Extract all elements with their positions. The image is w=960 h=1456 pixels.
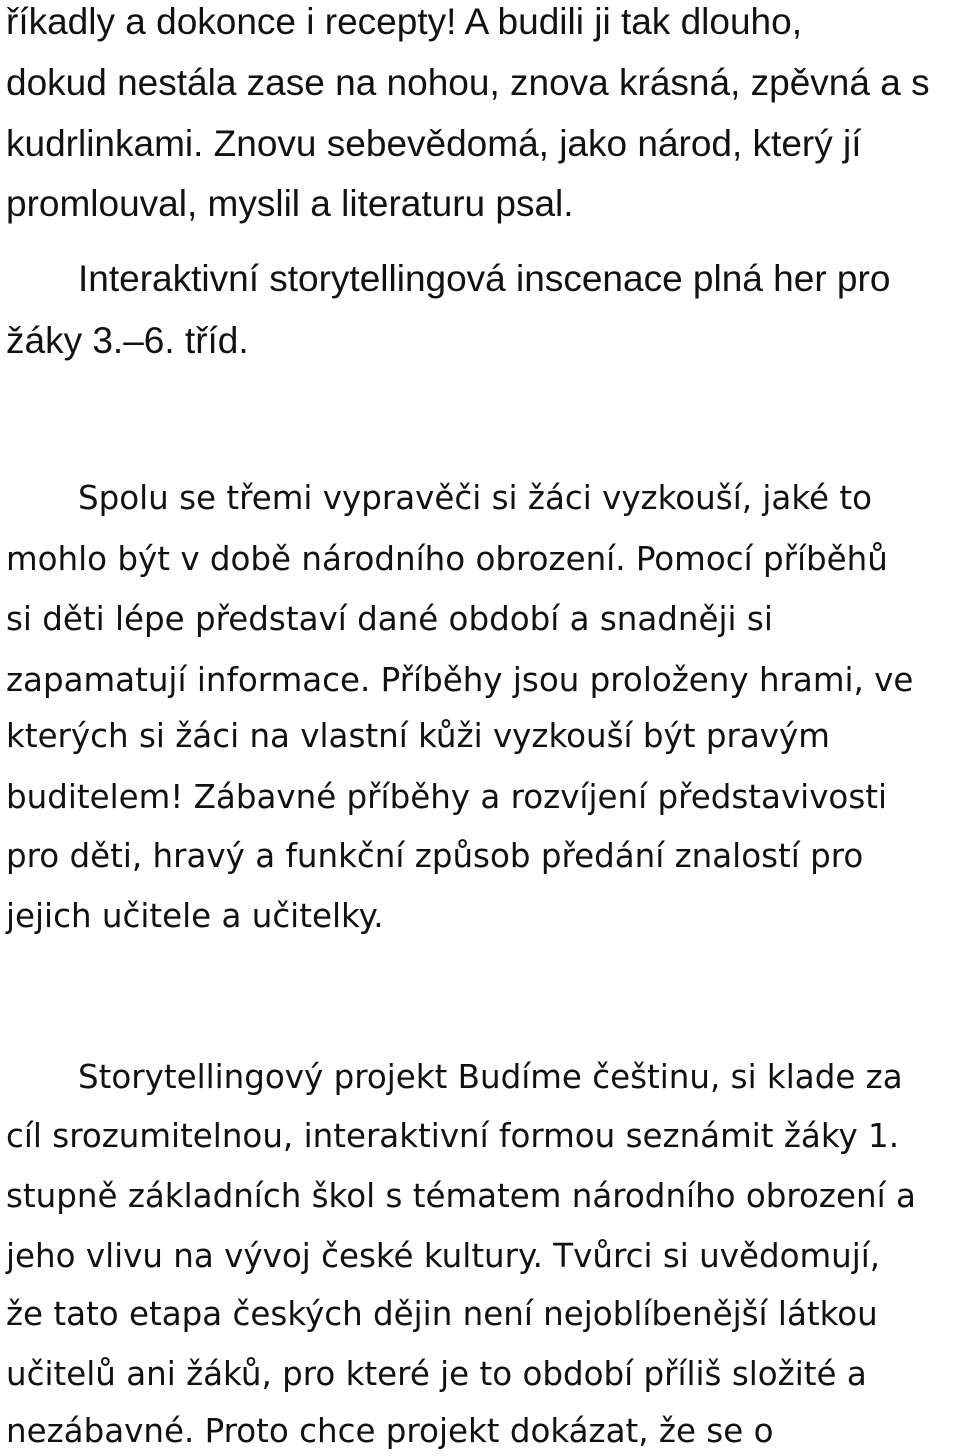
text-line: promlouval, myslil a literaturu psal.	[6, 183, 574, 224]
text-line: Interaktivní storytellingová inscenace plná her pro	[78, 258, 891, 299]
text-line: nezábavné. Proto chce projekt dokázat, že se o	[6, 1412, 774, 1450]
text-line: stupně základních škol s tématem národního obrození a	[6, 1177, 916, 1215]
text-line: říkadly a dokonce i recepty! A budili ji tak dlouho,	[6, 1, 802, 42]
text-line: mohlo být v době národního obrození. Pomocí příběhů	[6, 540, 888, 578]
text-line: pro děti, hravý a funkční způsob předání znalostí pro	[6, 837, 864, 875]
text-line: jeho vlivu na vývoj české kultury. Tvůrci si uvědomují,	[6, 1237, 881, 1275]
text-line: cíl srozumitelnou, interaktivní formou seznámit žáky 1.	[6, 1117, 900, 1155]
text-line: zapamatují informace. Příběhy jsou proloženy hrami, ve	[6, 661, 914, 699]
text-line: učitelů ani žáků, pro které je to období příliš složité a	[6, 1355, 867, 1393]
text-line: Spolu se třemi vypravěči si žáci vyzkouší, jaké to	[78, 479, 872, 517]
text-line: Storytellingový projekt Budíme češtinu, si klade za	[78, 1058, 903, 1096]
text-line: žáky 3.–6. tříd.	[6, 320, 249, 361]
text-line: kterých si žáci na vlastní kůži vyzkouší být pravým	[6, 717, 830, 755]
text-line: si děti lépe představí dané období a snadněji si	[6, 600, 773, 638]
text-line: že tato etapa českých dějin není nejoblíbenější látkou	[6, 1295, 878, 1333]
text-line: kudrlinkami. Znovu sebevědomá, jako národ, který jí	[6, 123, 862, 164]
text-line: dokud nestála zase na nohou, znova krásná, zpěvná a s	[6, 62, 930, 103]
text-line: buditelem! Zábavné příběhy a rozvíjení představivosti	[6, 778, 888, 816]
text-line: jejich učitele a učitelky.	[6, 897, 384, 935]
